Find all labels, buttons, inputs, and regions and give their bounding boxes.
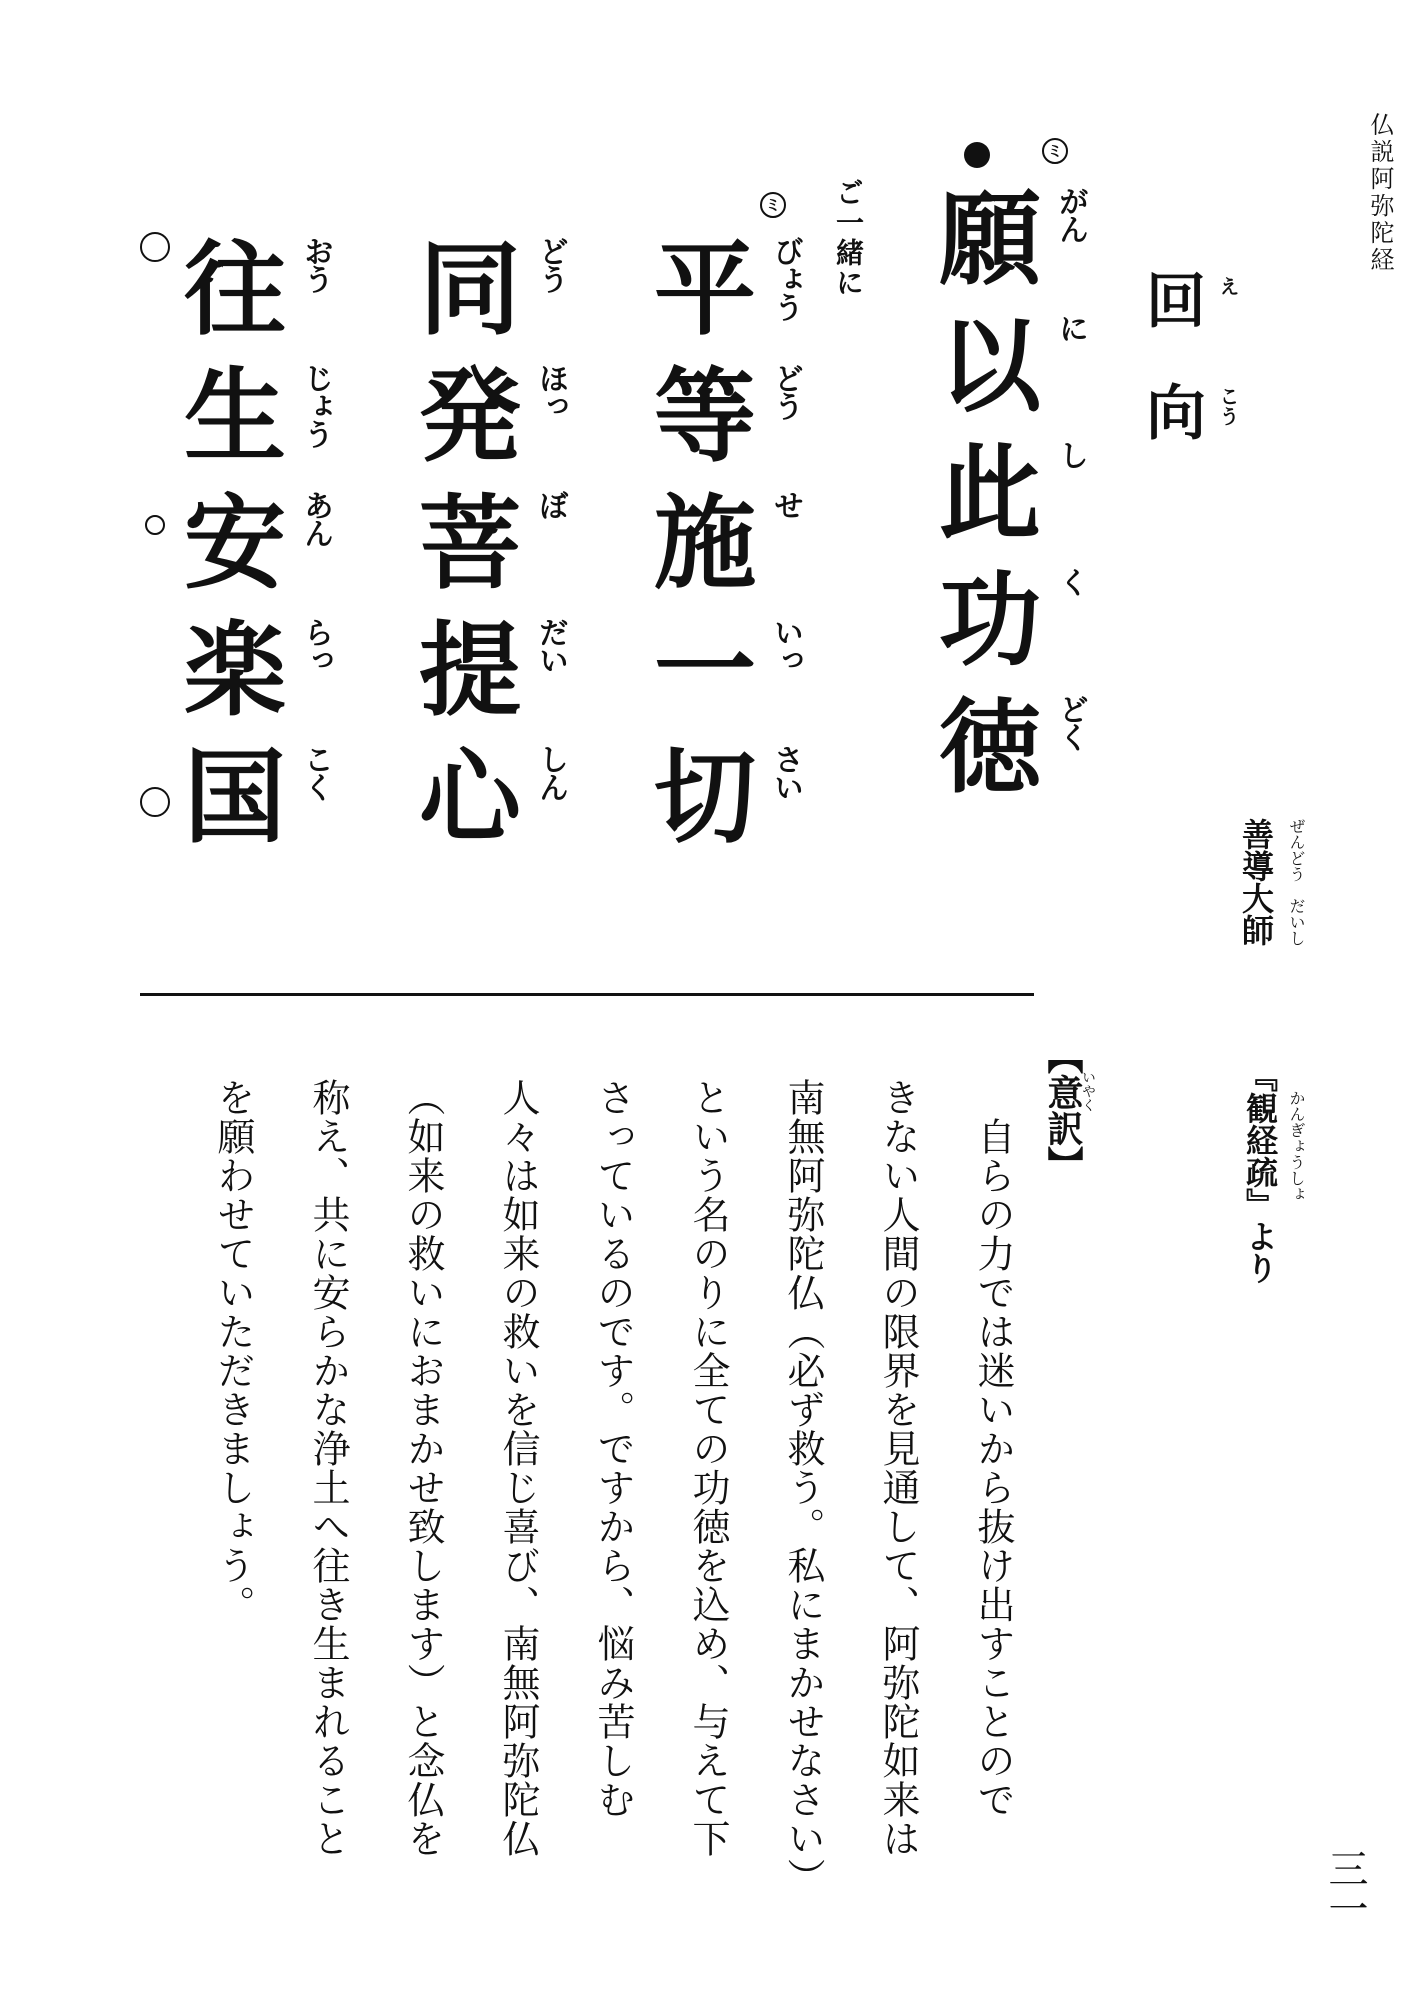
verse-ruby: に — [1053, 313, 1088, 341]
translation-line: 人々は如来の救いを信じ喜び、南無阿弥陀仏 — [496, 1078, 540, 1858]
verse-char: 徳 — [939, 688, 1041, 808]
verse-char: 楽 — [184, 611, 286, 731]
verse-ruby: さい — [768, 744, 803, 800]
circle-marker — [140, 232, 170, 262]
translation-label-ruby: いやく — [1080, 1070, 1096, 1112]
sutra-title: 仏説阿弥陀経 — [1366, 112, 1394, 274]
section-title-reading: こう — [1216, 386, 1240, 426]
verse-ruby: どく — [1053, 694, 1088, 750]
verse-line — [175, 230, 335, 930]
verse-char: 発 — [419, 357, 521, 477]
source-work-ruby: かんぎょうしょ — [1287, 1090, 1306, 1202]
verse-ruby: いっ — [768, 617, 803, 673]
verse-ruby: どう — [533, 236, 568, 292]
verse-char: 一 — [654, 611, 756, 731]
verse-ruby: こく — [298, 744, 333, 800]
translation-line: さっているのです。ですから、悩み苦しむ — [591, 1078, 635, 1819]
verse-char: 往 — [184, 230, 286, 350]
verse-ruby: どう — [768, 363, 803, 419]
translation-line: きない人間の限界を見通して、阿弥陀如来は — [876, 1078, 920, 1858]
verse-char: 安 — [184, 484, 286, 604]
verse-ruby: がん — [1053, 186, 1088, 242]
verse-char: 同 — [419, 230, 521, 350]
lead-voice-mark: ミ — [1042, 138, 1068, 164]
verse-char: 提 — [419, 611, 521, 731]
lead-voice-mark: ミ — [760, 192, 786, 218]
verse-ruby: びょう — [768, 236, 803, 320]
source-work: 『観経疏』より — [1241, 1060, 1279, 1284]
verse-ruby: らっ — [298, 617, 333, 673]
verse-char: 此 — [939, 434, 1041, 554]
verse-char: 切 — [654, 738, 756, 858]
verse-ruby: ほっ — [533, 363, 568, 419]
verse-line — [410, 230, 570, 930]
verse-char: 生 — [184, 357, 286, 477]
verse-char: 施 — [654, 484, 756, 604]
section-title — [1136, 262, 1256, 472]
translation-line: を願わせていただきましょう。 — [211, 1078, 255, 1624]
verse-ruby: あん — [298, 490, 333, 546]
divider-line — [140, 993, 1034, 996]
verse-ruby: し — [1053, 440, 1088, 468]
verse-ruby: く — [1053, 567, 1088, 595]
verse-ruby: ぼ — [533, 490, 568, 518]
section-title-char: 回 — [1146, 267, 1206, 337]
section-title-char: 向 — [1146, 379, 1206, 449]
verse-char: 以 — [939, 307, 1041, 427]
verse-char: 国 — [184, 738, 286, 858]
verse-char: 菩 — [419, 484, 521, 604]
source-author-ruby: ぜんどう だいし — [1287, 818, 1306, 946]
verse-char: 平 — [654, 230, 756, 350]
verse-ruby: せ — [768, 490, 803, 518]
verse-line — [930, 180, 1090, 880]
leader-instruction: ご一緒に — [832, 178, 865, 298]
translation-label: 【意訳】 — [1042, 1038, 1084, 1182]
page-number: 三一 — [1322, 1848, 1368, 1928]
leader-dot-mark — [964, 142, 990, 168]
verse-char: 等 — [654, 357, 756, 477]
verse-char: 功 — [939, 561, 1041, 681]
verse-line — [645, 230, 805, 930]
source-author: 善導大師 — [1237, 818, 1275, 946]
verse-ruby: しん — [533, 744, 568, 800]
verse-char: 願 — [939, 180, 1041, 300]
translation-line: （如来の救いにおまかせ致します）と念仏を — [401, 1078, 445, 1858]
translation-line: 自らの力では迷いから抜け出すことので — [971, 1078, 1015, 1819]
translation-line: という名のりに全ての功徳を込め、与えて下 — [686, 1078, 730, 1858]
circle-marker — [140, 787, 170, 817]
verse-ruby: おう — [298, 236, 333, 292]
section-title-reading: え — [1216, 276, 1240, 296]
translation-line: 称え、共に安らかな浄土へ往き生まれること — [306, 1078, 350, 1858]
circle-marker — [145, 515, 165, 535]
translation-line: 南無阿弥陀仏（必ず救う。私にまかせなさい） — [781, 1078, 825, 1897]
verse-char: 心 — [419, 738, 521, 858]
verse-ruby: じょう — [298, 363, 333, 447]
verse-ruby: だい — [533, 617, 568, 673]
